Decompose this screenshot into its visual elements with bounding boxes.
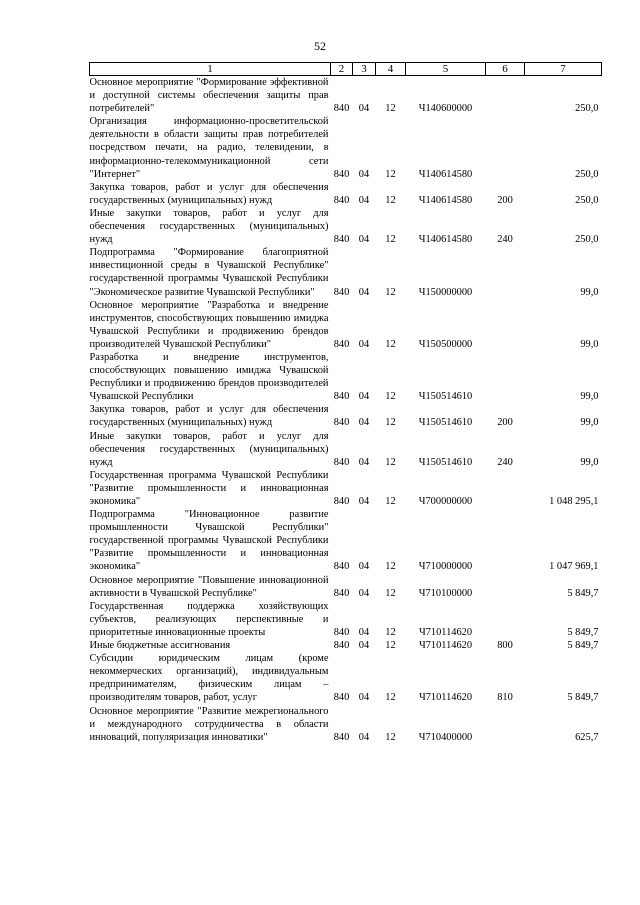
row-section-code: 04: [358, 338, 370, 350]
row-amount: 99,0: [580, 391, 599, 403]
row-expense-type: 810: [497, 692, 513, 704]
row-target-article: Ч150514610: [418, 456, 473, 468]
row-target-article: Ч140614580: [418, 234, 473, 246]
table-row: [90, 574, 602, 600]
row-amount: 250,0: [575, 168, 599, 180]
row-name: Основное мероприятие "Разработка и внедрение инструментов, способствующих повышению имиджа Чувашской Республики и продвижению брендов производителей Чувашской Республики": [89, 299, 329, 350]
row-amount: 1 047 969,1: [549, 561, 599, 573]
row-target-article: Ч710400000: [418, 731, 473, 743]
row-name: Иные закупки товаров, работ и услуг для обеспечения государственных (муниципальных) нужд: [89, 430, 329, 468]
budget-table: [89, 62, 602, 744]
table-header: [90, 63, 602, 76]
table-row: [90, 652, 602, 704]
table-row: [90, 76, 602, 116]
table-row: [90, 351, 602, 403]
row-expense-type: [486, 469, 525, 508]
row-expense-type: [486, 115, 525, 180]
table-row: [90, 469, 602, 508]
row-name: Разработка и внедрение инструментов, способствующих повышению имиджа Чувашской Республики и продвижению брендов производителей Чувашской Республики: [89, 351, 329, 403]
row-target-article: Ч150000000: [418, 286, 473, 298]
row-expense-type: 240: [497, 456, 513, 468]
header-cell: 2: [331, 63, 353, 76]
row-name: Подпрограмма "Инновационное развитие промышленности Чувашской Республики" государственной программы Чувашской Республики "Развитие промышленности и инновационная экономика": [89, 509, 329, 573]
header-cell: 1: [90, 63, 331, 76]
row-ministry-code: 840: [333, 417, 350, 429]
row-name: Государственная программа Чувашской Республики "Развитие промышленности и инновационная экономика": [89, 469, 329, 507]
row-subsection-code: 12: [385, 496, 396, 507]
row-ministry-code: 840: [333, 168, 350, 180]
row-ministry-code: 840: [333, 626, 350, 638]
row-expense-type: [486, 351, 525, 403]
row-ministry-code: 840: [333, 286, 350, 298]
row-ministry-code: 840: [333, 391, 350, 403]
row-target-article: Ч710114620: [418, 640, 473, 652]
table-body: [90, 76, 602, 744]
table-row: [90, 705, 602, 744]
row-ministry-code: 840: [333, 234, 350, 246]
table-row: [90, 299, 602, 351]
row-ministry-code: 840: [333, 103, 350, 115]
row-subsection-code: 12: [385, 194, 396, 206]
row-subsection-code: 12: [385, 456, 396, 468]
row-ministry-code: 840: [333, 456, 350, 468]
table-row: [90, 508, 602, 573]
row-target-article: Ч710100000: [418, 587, 473, 599]
row-name: Подпрограмма "Формирование благоприятной инвестиционной среды в Чувашской Республике" государственной программы Чувашской Республики "Экономическое развитие Чувашской Республики": [89, 247, 329, 298]
table-row: [90, 430, 602, 469]
row-section-code: 04: [358, 561, 370, 573]
row-expense-type: 200: [497, 417, 513, 429]
row-name: Государственная поддержка хозяйствующих субъектов, реализующих перспективные и приоритетные инновационные проекты: [89, 600, 329, 638]
table-row: [90, 639, 602, 652]
row-target-article: Ч710000000: [418, 561, 473, 573]
row-expense-type: [486, 705, 525, 744]
row-subsection-code: 12: [385, 338, 396, 350]
row-section-code: 04: [358, 640, 370, 652]
row-section-code: 04: [358, 168, 370, 180]
row-name: Иные бюджетные ассигнования: [89, 640, 231, 652]
row-subsection-code: 12: [385, 587, 396, 599]
row-name: Закупка товаров, работ и услуг для обеспечения государственных (муниципальных) нужд: [89, 404, 329, 429]
row-target-article: Ч150514610: [418, 417, 473, 429]
row-name: Организация информационно-просветительской деятельности в области защиты прав потребителей посредством печати, на радио, телевидении, в информационно-телекоммуникационной сети "Интернет": [89, 116, 329, 180]
row-expense-type: [486, 76, 525, 116]
row-ministry-code: 840: [333, 731, 350, 743]
row-subsection-code: 12: [385, 417, 396, 429]
row-target-article: Ч150500000: [418, 338, 473, 350]
row-section-code: 04: [358, 194, 370, 206]
row-section-code: 04: [358, 234, 370, 246]
header-cell: 6: [486, 63, 525, 76]
row-expense-type: [486, 600, 525, 639]
row-target-article: Ч710114620: [418, 692, 473, 704]
row-subsection-code: 12: [385, 168, 396, 180]
row-section-code: 04: [358, 103, 370, 115]
row-amount: 99,0: [580, 338, 599, 350]
header-cell: 4: [376, 63, 406, 76]
row-target-article: Ч140600000: [418, 103, 473, 115]
row-subsection-code: 12: [385, 234, 396, 246]
row-expense-type: [486, 508, 525, 573]
row-expense-type: 240: [497, 234, 513, 246]
row-section-code: 04: [358, 626, 370, 638]
row-subsection-code: 12: [385, 640, 396, 652]
row-amount: 250,0: [575, 234, 599, 246]
row-section-code: 04: [358, 692, 370, 704]
row-name: Субсидии юридическим лицам (кроме некоммерческих организаций), индивидуальным предпринимателям, физическим лицам – производителям товаров, работ, услуг: [89, 653, 329, 704]
row-subsection-code: 12: [385, 391, 396, 403]
row-name: Иные закупки товаров, работ и услуг для обеспечения государственных (муниципальных) нужд: [89, 207, 329, 246]
row-section-code: 04: [358, 587, 370, 599]
header-cell: 5: [406, 63, 486, 76]
row-section-code: 04: [358, 417, 370, 429]
row-ministry-code: 840: [333, 496, 350, 507]
row-subsection-code: 12: [385, 626, 396, 638]
row-expense-type: [486, 574, 525, 600]
page-number: 52: [314, 39, 326, 53]
row-name: Основное мероприятие "Развитие межрегионального и международного сотрудничества в области инноваций, популяризация инноватики": [89, 705, 329, 743]
row-target-article: Ч150514610: [418, 391, 473, 403]
row-subsection-code: 12: [385, 103, 396, 115]
row-amount: 5 849,7: [567, 692, 599, 704]
row-ministry-code: 840: [333, 338, 350, 350]
row-ministry-code: 840: [333, 640, 350, 652]
row-amount: 1 048 295,1: [549, 496, 599, 507]
header-cell: 7: [525, 63, 602, 76]
row-name: Закупка товаров, работ и услуг для обеспечения государственных (муниципальных) нужд: [89, 181, 329, 206]
table-row: [90, 115, 602, 180]
row-expense-type: 800: [497, 640, 513, 652]
row-section-code: 04: [358, 391, 370, 403]
table-row: [90, 246, 602, 298]
row-target-article: Ч140614580: [418, 194, 473, 206]
table-row: [90, 600, 602, 639]
table-row: [90, 181, 602, 207]
row-ministry-code: 840: [333, 587, 350, 599]
row-ministry-code: 840: [333, 194, 350, 206]
row-ministry-code: 840: [333, 561, 350, 573]
row-subsection-code: 12: [385, 692, 396, 704]
row-section-code: 04: [358, 286, 370, 298]
row-amount: 5 849,7: [567, 587, 599, 599]
row-ministry-code: 840: [333, 692, 350, 704]
row-expense-type: 200: [497, 194, 513, 206]
row-section-code: 04: [358, 731, 370, 743]
row-amount: 99,0: [580, 286, 599, 298]
row-amount: 5 849,7: [567, 640, 599, 652]
row-target-article: Ч140614580: [418, 168, 473, 180]
row-subsection-code: 12: [385, 561, 396, 573]
row-amount: 5 849,7: [567, 626, 599, 638]
row-section-code: 04: [358, 456, 370, 468]
header-cell: 3: [353, 63, 376, 76]
row-amount: 250,0: [575, 194, 599, 206]
row-name: Основное мероприятие "Повышение инновационной активности в Чувашской Республике": [89, 574, 329, 599]
row-name: Основное мероприятие "Формирование эффективной и доступной системы обеспечения защиты прав потребителей": [89, 77, 329, 115]
row-subsection-code: 12: [385, 731, 396, 743]
row-amount: 99,0: [580, 417, 599, 429]
row-amount: 99,0: [580, 456, 599, 468]
row-expense-type: [486, 299, 525, 351]
row-amount: 250,0: [575, 103, 599, 115]
row-section-code: 04: [358, 496, 370, 507]
row-subsection-code: 12: [385, 286, 396, 298]
table-row: [90, 207, 602, 246]
row-expense-type: [486, 246, 525, 298]
row-target-article: Ч710114620: [418, 626, 473, 638]
row-amount: 625,7: [575, 731, 599, 743]
table-row: [90, 403, 602, 429]
row-target-article: Ч700000000: [418, 496, 473, 507]
